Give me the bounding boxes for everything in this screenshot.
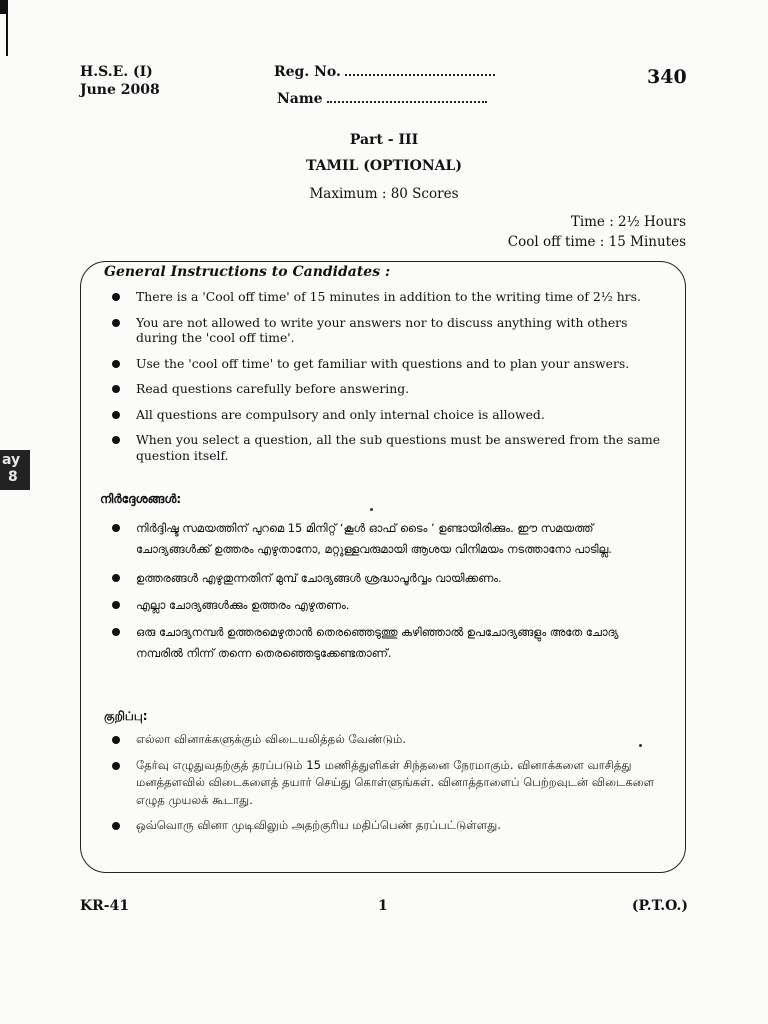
- name-field: [277, 91, 487, 107]
- side-tab-line2: 8: [8, 469, 18, 485]
- part-title: Part - III: [349, 132, 419, 148]
- side-tab-marker: [0, 450, 30, 490]
- subject-title: TAMIL (OPTIONAL): [306, 158, 462, 174]
- scan-speck: [639, 744, 642, 747]
- english-instructions: [108, 289, 668, 463]
- bullet-icon: [112, 436, 120, 444]
- bullet-icon: [112, 822, 120, 830]
- exam-session: June 2008: [80, 82, 160, 98]
- list-item: You are not allowed to write your answers nor to discuss anything with others during the 'cool off time'.: [108, 315, 668, 346]
- list-item: All questions are compulsory and only internal choice is allowed.: [108, 407, 668, 423]
- bullet-icon: [112, 524, 120, 532]
- cool-off-time: Cool off time : 15 Minutes: [507, 234, 686, 250]
- exam-name: H.S.E. (I): [80, 64, 153, 80]
- pto-label: (P.T.O.): [631, 898, 688, 914]
- list-item: When you select a question, all the sub questions must be answered from the same question itself.: [108, 432, 668, 463]
- footer-code: KR-41: [80, 898, 130, 914]
- paper-code: 340: [647, 66, 687, 88]
- list-item: Use the 'cool off time' to get familiar with questions and to plan your answers.: [108, 356, 668, 372]
- bullet-icon: [112, 736, 120, 744]
- scan-speck: [370, 508, 373, 511]
- bullet-icon: [112, 574, 120, 582]
- side-tab-line1: ay: [2, 452, 21, 468]
- tamil-heading: குறிப்பு:: [104, 709, 148, 723]
- list-item: எல்லா வினாக்களுக்கும் விடையலித்தல் வேண்டும்.: [108, 731, 660, 749]
- list-item: ஒவ்வொரு வினா முடிவிலும் அதற்குரிய மதிப்பெண் தரப்பட்டுள்ளது.: [108, 817, 660, 835]
- bullet-icon: [112, 385, 120, 393]
- malayalam-instructions: [108, 518, 660, 664]
- list-item: Read questions carefully before answering.: [108, 381, 668, 397]
- bullet-icon: [112, 411, 120, 419]
- reg-no-line: [345, 66, 495, 76]
- name-line: [327, 93, 487, 103]
- max-scores: Maximum : 80 Scores: [309, 186, 459, 202]
- tamil-instructions: [108, 731, 660, 835]
- bullet-icon: [112, 319, 120, 327]
- bullet-icon: [112, 360, 120, 368]
- scan-edge-line: [6, 0, 8, 56]
- bullet-icon: [112, 601, 120, 609]
- reg-no-field: [274, 64, 495, 80]
- page-number: 1: [378, 898, 388, 914]
- list-item: എല്ലാ ചോദ്യങ്ങൾക്കും ഉത്തരം എഴുതണം.: [108, 595, 660, 616]
- bullet-icon: [112, 762, 120, 770]
- list-item: ഉത്തരങ്ങൾ എഴുതുന്നതിന് മുമ്പ് ചോദ്യങ്ങൾ ശ്രദ്ധാപൂർവ്വം വായിക്കണം.: [108, 568, 660, 589]
- instructions-title: General Instructions to Candidates :: [104, 264, 391, 280]
- list-item: നിർദ്ദിഷ്ട സമയത്തിന് പുറമെ 15 മിനിറ്റ് ‘കൂൾ ഓഫ് ടൈം ’ ഉണ്ടായിരിക്കും. ഈ സമയത്ത് ചോദ്യങ്ങൾക്ക് ഉത്തരം എഴുതാനോ, മറ്റുള്ളവരുമായി ആശയ വിനിമയം നടത്താനോ പാടില്ല.: [108, 518, 660, 560]
- list-item: ഒരു ചോദ്യനമ്പർ ഉത്തരമെഴുതാൻ തെരഞ്ഞെടുത്തു കഴിഞ്ഞാൽ ഉപചോദ്യങ്ങളും അതേ ചോദ്യ നമ്പരിൽ നിന്ന് തന്നെ തെരഞ്ഞെടുക്കേണ്ടതാണ്.: [108, 622, 660, 664]
- bullet-icon: [112, 293, 120, 301]
- bullet-icon: [112, 628, 120, 636]
- list-item: There is a 'Cool off time' of 15 minutes in addition to the writing time of 2½ hrs.: [108, 289, 668, 305]
- list-item: தேர்வு எழுதுவதற்குத் தரப்படும் 15 மணித்துளிகள் சிந்தனை நேரமாகும். வினாக்களை வாசித்து மனத்தளவில் விடைகளைத் தயார் செய்து கொள்ளுங்கள். வினாத்தாளைப் பெற்றவுடன் விடைகளை எழுத முயலக் கூடாது.: [108, 757, 660, 810]
- malayalam-heading: നിർദ്ദേശങ്ങൾ:: [100, 492, 182, 506]
- time-allowed: Time : 2½ Hours: [570, 214, 686, 230]
- reg-no-label: Reg. No.: [274, 64, 341, 80]
- name-label: Name: [277, 91, 323, 107]
